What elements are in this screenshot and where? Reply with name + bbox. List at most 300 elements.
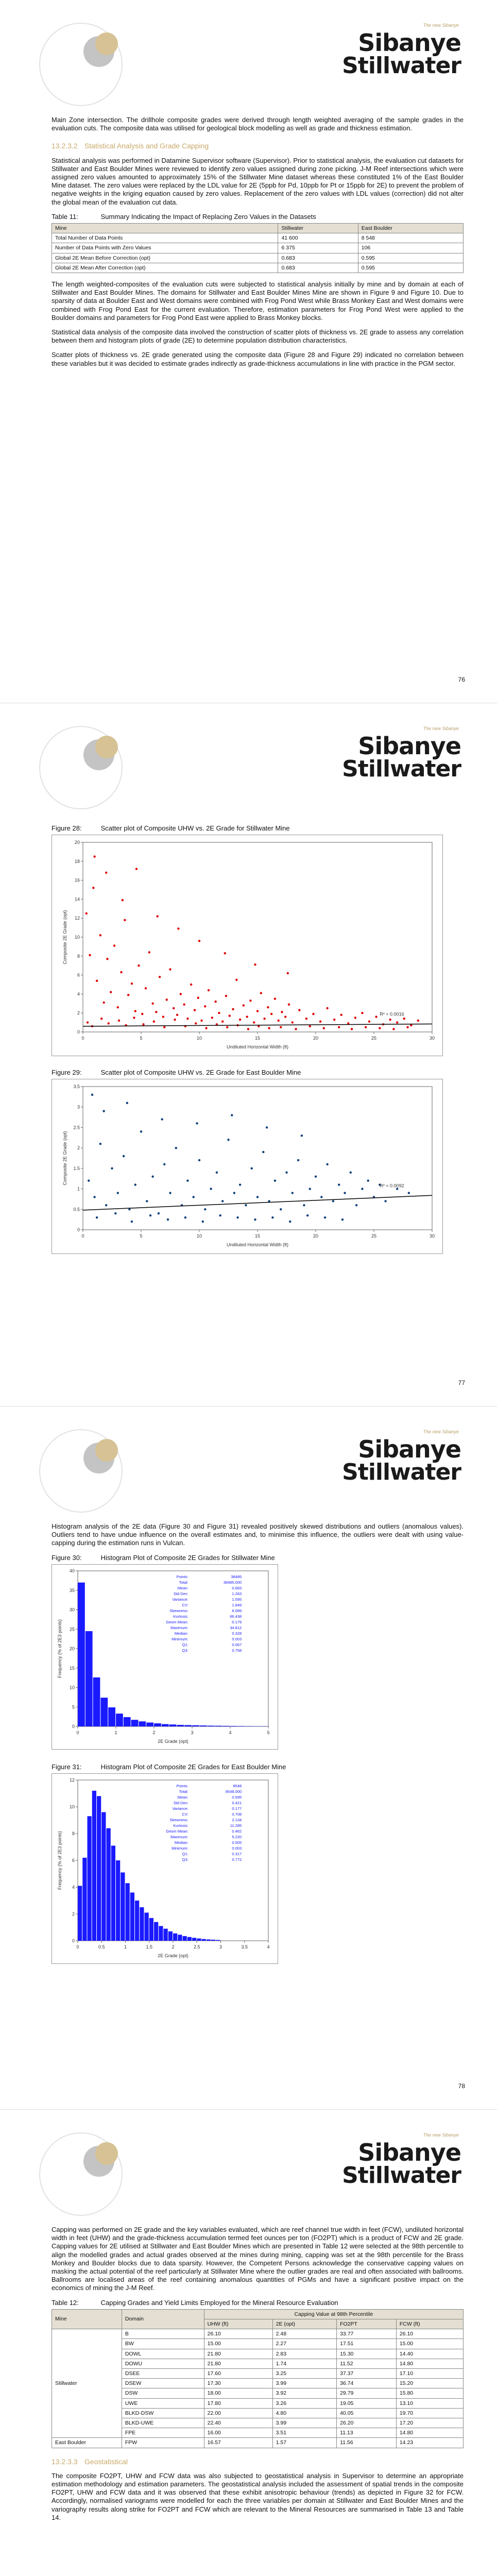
data-point xyxy=(131,982,133,985)
y-tick-label: 12 xyxy=(74,916,80,921)
y-tick-label: 20 xyxy=(69,1646,75,1651)
figure-29-box xyxy=(52,1079,443,1254)
brand-line1: Sibanye xyxy=(358,29,461,57)
data-point xyxy=(146,1200,148,1202)
histogram-bar xyxy=(146,1722,153,1726)
data-point xyxy=(268,1027,270,1029)
data-point xyxy=(246,1016,248,1018)
figure-caption xyxy=(52,1069,464,1077)
paragraph: Statistical data analysis of the composite data involved the construction of scatter plots of thickness vs. 2E grade to assess any correlation between them and histogram plots of grade (2E) to determine population distribution characteristics. xyxy=(52,328,464,345)
data-point xyxy=(221,1200,224,1202)
table-cell: 22.00 xyxy=(204,2408,272,2418)
histogram-bar xyxy=(145,1912,149,1941)
histogram-bar xyxy=(111,1845,115,1941)
x-tick-label: 1 xyxy=(114,1730,117,1735)
data-point xyxy=(120,971,122,973)
table-cell: DOWL xyxy=(122,2349,204,2359)
report-page-77 xyxy=(0,703,497,1406)
table-cell: 14.80 xyxy=(396,2428,463,2438)
table-cell: DSEE xyxy=(122,2369,204,2379)
y-tick-label: 4 xyxy=(72,1885,75,1890)
data-point xyxy=(218,1012,220,1014)
data-point xyxy=(216,1172,218,1174)
table-header: FO2PT xyxy=(337,2319,397,2329)
paragraph: The composite FO2PT, UHW and FCW data was also subjected to geostatistical analysis in Supervisor to determine an appropriate estimation methodology and estimation parameters. The geostatistical analysis included the assessment of spatial trends in the composite FO2PT, UHW and FCW data and it was observed that these exhibit anisotropic behaviour (trends) as depicted in Figure 32 for FCW. Accordingly, normalised variograms were modelled for each the three variables per domain at Stillwater and East Boulder Mines and the variography results along strike for FO2PT and FCW which are relevant to the Mineral Resources are summarised in Table 13 and Table 14. xyxy=(52,2471,464,2521)
stats-label: Std Dev: xyxy=(173,1591,188,1596)
data-point xyxy=(288,1004,290,1006)
table-header: Stillwater xyxy=(278,224,358,233)
data-point xyxy=(333,1019,335,1021)
table-cell: 36.74 xyxy=(337,2379,397,2388)
data-point xyxy=(163,1026,165,1028)
y-tick-label: 15 xyxy=(69,1665,75,1671)
data-point xyxy=(231,1114,233,1116)
table-caption-number: Table 12: xyxy=(52,2298,79,2307)
data-point xyxy=(158,1212,160,1214)
data-point xyxy=(260,992,262,994)
y-tick-label: 10 xyxy=(69,1804,75,1810)
table-cell: FPW xyxy=(122,2438,204,2448)
y-tick-label: 40 xyxy=(69,1568,75,1573)
x-tick-label: 4 xyxy=(229,1730,232,1735)
y-axis-label: Frequency (% of 2E3 points) xyxy=(57,1831,62,1890)
histogram-bar xyxy=(130,1892,134,1941)
x-tick-label: 15 xyxy=(254,1036,261,1041)
data-point xyxy=(190,984,192,986)
table-cell: 3.51 xyxy=(272,2428,336,2438)
histogram-bar xyxy=(187,1937,192,1941)
y-tick-label: 10 xyxy=(74,935,80,940)
data-point xyxy=(309,1025,311,1027)
table-row xyxy=(52,233,464,243)
stats-value: 66.438 xyxy=(230,1614,242,1619)
table-cell: 0.683 xyxy=(278,263,358,273)
x-tick-label: 0 xyxy=(76,1730,79,1735)
section-heading xyxy=(52,2458,464,2466)
stats-label: Variance: xyxy=(172,1597,188,1602)
data-point xyxy=(122,899,124,901)
data-point xyxy=(142,1023,144,1025)
data-point xyxy=(355,1205,357,1207)
x-tick-label: 0 xyxy=(76,1944,79,1950)
data-point xyxy=(111,1167,113,1170)
table-cell: 11.13 xyxy=(337,2428,397,2438)
x-axis-label: Undiluted Horizontal Width (ft) xyxy=(226,1242,289,1248)
data-point xyxy=(315,1176,317,1178)
table-cell: 15.20 xyxy=(396,2379,463,2388)
y-tick-label: 25 xyxy=(69,1626,75,1632)
data-point xyxy=(224,952,226,954)
brand-line1: Sibanye xyxy=(358,732,461,760)
stats-value: 0.708 xyxy=(232,1812,242,1817)
figure-number: Figure 29: xyxy=(52,1069,82,1077)
data-point xyxy=(141,1013,143,1015)
table-row xyxy=(52,253,464,263)
data-point xyxy=(361,1012,363,1014)
stats-value: 0.067 xyxy=(232,1642,242,1647)
x-tick-label: 2 xyxy=(152,1730,156,1735)
data-point xyxy=(99,934,101,936)
table-cell: 15.00 xyxy=(204,2339,272,2349)
data-point xyxy=(323,1027,325,1029)
capping-table-body xyxy=(52,2329,464,2448)
data-point xyxy=(280,1026,282,1028)
data-point xyxy=(396,1022,398,1024)
data-point xyxy=(280,1208,282,1210)
data-point xyxy=(341,1218,344,1221)
histogram-bar xyxy=(154,1922,158,1941)
data-point xyxy=(102,1110,105,1112)
data-point xyxy=(88,1180,90,1182)
table-header-group: Capping Value at 98th Percentile xyxy=(204,2309,463,2319)
data-point xyxy=(91,1094,93,1096)
data-point xyxy=(106,958,108,960)
data-point xyxy=(174,1019,176,1021)
stats-label: Total: xyxy=(179,1580,188,1585)
stats-value: 0.328 xyxy=(232,1631,242,1636)
x-axis-label: 2E Grade (opt) xyxy=(158,1953,188,1959)
table-header: Mine xyxy=(52,2309,122,2329)
data-point xyxy=(204,1208,206,1210)
table-cell: 15.80 xyxy=(396,2388,463,2398)
data-point xyxy=(303,1205,305,1207)
x-tick-label: 30 xyxy=(429,1036,435,1041)
histogram-bar xyxy=(202,1939,206,1941)
x-tick-label: 0.5 xyxy=(98,1944,105,1950)
table-cell: Global 2E Mean Before Correction (opt) xyxy=(52,253,278,263)
table-cell: 29.79 xyxy=(337,2388,397,2398)
data-point xyxy=(89,954,91,956)
data-point xyxy=(135,868,138,870)
data-point xyxy=(277,1020,279,1022)
table-cell: 21.80 xyxy=(204,2349,272,2359)
intro-paragraph: Histogram analysis of the 2E data (Figure 30 and Figure 31) revealed positively skewed distributions and outliers (anomalous values). Outliers tend to have undue influence on the overall estimates and, to minimise this influence, the outliers were dealt with using value-capping during the estimation runs in Vulcan. xyxy=(52,1522,464,1547)
data-point xyxy=(208,989,210,991)
table-header: Mine xyxy=(52,224,278,233)
data-point xyxy=(92,887,94,889)
data-point xyxy=(312,1013,314,1015)
stats-label: Minimum: xyxy=(172,1846,188,1851)
table-cell: B xyxy=(122,2329,204,2339)
table-cell: 17.51 xyxy=(337,2339,397,2349)
brand-line2: Stillwater xyxy=(342,1459,461,1485)
y-tick-label: 2 xyxy=(77,1010,80,1016)
table-cell: 3.26 xyxy=(272,2398,336,2408)
x-tick-label: 0 xyxy=(81,1036,84,1041)
y-tick-label: 0 xyxy=(77,1227,80,1233)
x-tick-label: 10 xyxy=(196,1233,202,1239)
section-heading xyxy=(52,142,464,150)
paragraph: Scatter plots of thickness vs. 2E grade generated using the composite data (Figure 28 and Figure 29) indicated no correlation between these variables but it was decided to estimate grades indirectly as grade-thickness accumulations in line with practice in the PGM sector. xyxy=(52,351,464,367)
stats-label: Q3: xyxy=(182,1857,188,1862)
table-cell: 15.00 xyxy=(396,2339,463,2349)
stats-label: Median: xyxy=(174,1840,188,1845)
data-point xyxy=(410,1024,412,1026)
report-page-78 xyxy=(0,1406,497,2110)
histogram-bar xyxy=(135,1901,139,1941)
table-cell: 37.37 xyxy=(337,2369,397,2379)
figure-31-box xyxy=(52,1773,278,1964)
data-point xyxy=(102,1002,105,1004)
data-point xyxy=(287,972,289,974)
data-point xyxy=(153,1021,155,1023)
table-cell: 8 548 xyxy=(358,233,463,243)
table-cell: 14.23 xyxy=(396,2438,463,2448)
table-cell: 14.40 xyxy=(396,2349,463,2359)
stats-value: 38485.000 xyxy=(223,1580,242,1585)
histogram-bar xyxy=(178,1935,182,1941)
table-cell: 11.52 xyxy=(337,2359,397,2368)
y-axis-label: Composite 2E Grade (opt) xyxy=(62,1131,67,1185)
table-caption-number: Table 11: xyxy=(52,212,78,221)
histogram-bar xyxy=(93,1677,100,1726)
data-point xyxy=(180,993,182,995)
histogram-bar xyxy=(192,1938,196,1941)
data-point xyxy=(243,1004,245,1006)
figure-number: Figure 31: xyxy=(52,1762,82,1771)
stats-label: Geom Mean: xyxy=(166,1619,188,1624)
table-cell: 17.10 xyxy=(396,2369,463,2379)
data-point xyxy=(254,963,256,965)
data-point xyxy=(193,1196,195,1198)
page-content xyxy=(52,1522,464,1964)
data-point xyxy=(384,1200,386,1202)
x-tick-label: 10 xyxy=(196,1036,202,1041)
data-point xyxy=(134,1010,136,1012)
histogram-bar xyxy=(116,1860,120,1941)
table-cell: 3.25 xyxy=(272,2369,336,2379)
y-axis-label: Frequency (% of 2E3 points) xyxy=(57,1619,62,1678)
brand-logo xyxy=(332,23,461,79)
stats-label: Kurtosis: xyxy=(173,1823,188,1828)
stats-value: 0.683 xyxy=(232,1585,242,1590)
table-header: FCW (ft) xyxy=(396,2319,463,2329)
x-tick-label: 30 xyxy=(429,1233,435,1239)
table-cell: 3.99 xyxy=(272,2379,336,2388)
y-tick-label: 0 xyxy=(77,1029,80,1035)
stats-value: 0.003 xyxy=(232,1846,242,1851)
y-tick-label: 20 xyxy=(74,840,80,845)
figure-title: Scatter plot of Composite UHW vs. 2E Grade for Stillwater Mine xyxy=(100,824,290,832)
x-tick-label: 5 xyxy=(140,1233,143,1239)
histogram-stillwater xyxy=(52,1565,278,1749)
table-cell: Total Number of Data Points xyxy=(52,233,278,243)
stats-label: Maximum: xyxy=(170,1625,188,1630)
brand-line2: Stillwater xyxy=(342,756,461,782)
table-cell: 2.48 xyxy=(272,2329,336,2339)
data-point xyxy=(239,1019,241,1021)
data-point xyxy=(204,1005,206,1007)
page-number: 78 xyxy=(458,2082,465,2090)
section-title: Statistical Analysis and Grade Capping xyxy=(84,142,209,150)
data-point xyxy=(105,872,107,874)
data-point xyxy=(229,1015,231,1017)
table-cell: 26.10 xyxy=(204,2329,272,2339)
x-tick-label: 15 xyxy=(254,1233,261,1239)
table-cell: 17.60 xyxy=(204,2369,272,2379)
data-point xyxy=(134,1184,136,1186)
data-point xyxy=(338,1184,340,1186)
data-point xyxy=(326,1163,328,1165)
section-number: 13.2.3.3 xyxy=(52,2457,78,2466)
table-header: UHW (ft) xyxy=(204,2319,272,2329)
data-point xyxy=(274,998,276,1000)
data-point xyxy=(389,1019,391,1021)
data-point xyxy=(131,1221,133,1223)
table-cell: FPE xyxy=(122,2428,204,2438)
histogram-bar xyxy=(78,1886,82,1941)
data-point xyxy=(173,1007,175,1009)
data-point xyxy=(156,916,158,918)
scatter-chart-east-boulder xyxy=(52,1079,442,1253)
x-tick-label: 3 xyxy=(191,1730,194,1735)
page-content xyxy=(52,2226,464,2528)
data-point xyxy=(379,1027,381,1029)
data-point xyxy=(324,1216,326,1218)
circle-logo-icon xyxy=(37,21,125,108)
data-point xyxy=(262,1151,264,1153)
y-tick-label: 5 xyxy=(72,1704,75,1710)
data-point xyxy=(403,1018,405,1020)
y-tick-label: 4 xyxy=(77,991,80,997)
brand-logo xyxy=(332,1429,461,1486)
data-point xyxy=(162,1016,164,1018)
x-tick-label: 3.5 xyxy=(241,1944,248,1950)
x-axis-label: 2E Grade (opt) xyxy=(158,1738,188,1744)
y-tick-label: 8 xyxy=(72,1831,75,1837)
data-point xyxy=(267,1006,269,1008)
table-cell: DSW xyxy=(122,2388,204,2398)
y-tick-label: 2.5 xyxy=(73,1125,80,1130)
histogram-bar xyxy=(208,1725,215,1726)
brand-tagline: The new Sibanye xyxy=(423,23,459,28)
table-header: 2E (opt) xyxy=(272,2319,336,2329)
data-point xyxy=(183,1004,185,1006)
page-number: 77 xyxy=(458,1379,465,1386)
capping-table xyxy=(52,2309,464,2448)
data-point xyxy=(169,969,171,971)
stats-value: 8548 xyxy=(233,1784,242,1789)
y-tick-label: 0 xyxy=(72,1723,75,1729)
scatter-chart-stillwater xyxy=(52,835,442,1056)
y-axis-label: Composite 2E Grade (opt) xyxy=(62,910,67,964)
data-point xyxy=(219,1214,221,1216)
x-tick-label: 1.5 xyxy=(146,1944,153,1950)
y-tick-label: 6 xyxy=(77,972,80,978)
y-tick-label: 2 xyxy=(72,1911,75,1917)
data-point xyxy=(140,1131,142,1133)
x-tick-label: 3 xyxy=(219,1944,222,1950)
y-tick-label: 3.5 xyxy=(73,1084,80,1090)
figure-30-box xyxy=(52,1564,278,1750)
stats-value: 8548.000 xyxy=(225,1789,242,1794)
table-cell: 6 375 xyxy=(278,243,358,253)
data-point xyxy=(271,1216,273,1218)
stats-label: Geom Mean: xyxy=(166,1829,188,1834)
stats-value: 6.089 xyxy=(232,1608,242,1613)
figure-caption xyxy=(52,1763,464,1771)
x-tick-label: 2.5 xyxy=(193,1944,200,1950)
y-tick-label: 18 xyxy=(74,859,80,865)
data-point xyxy=(221,1021,224,1023)
histogram-bar xyxy=(162,1724,169,1726)
data-point xyxy=(226,1026,228,1028)
data-point xyxy=(138,964,140,967)
data-point xyxy=(96,980,98,982)
table-cell: 17.20 xyxy=(396,2418,463,2428)
data-point xyxy=(198,1159,200,1161)
y-tick-label: 16 xyxy=(74,877,80,883)
table-header: Domain xyxy=(122,2309,204,2329)
table-caption xyxy=(52,2299,464,2307)
x-tick-label: 20 xyxy=(313,1036,319,1041)
histogram-bar xyxy=(173,1934,177,1941)
table-cell: 22.40 xyxy=(204,2418,272,2428)
data-point xyxy=(151,1003,153,1005)
figure-caption xyxy=(52,824,464,833)
data-point xyxy=(113,945,115,947)
data-point xyxy=(332,1200,334,1202)
table-row xyxy=(52,2329,464,2339)
stats-value: 38485 xyxy=(231,1574,242,1579)
data-point xyxy=(233,1192,235,1194)
stats-value: 1.263 xyxy=(232,1591,242,1596)
stats-value: 2.134 xyxy=(232,1818,242,1823)
table-caption xyxy=(52,213,464,221)
stats-value: 0.179 xyxy=(232,1619,242,1624)
y-tick-label: 0.5 xyxy=(73,1207,80,1212)
histogram-bar xyxy=(184,1725,192,1726)
data-point xyxy=(184,1216,186,1218)
x-tick-label: 25 xyxy=(371,1233,377,1239)
table-cell: 26.20 xyxy=(337,2418,397,2428)
data-point xyxy=(151,1176,153,1178)
data-point xyxy=(368,1021,370,1023)
x-tick-label: 2 xyxy=(172,1944,175,1950)
table-cell: 3.99 xyxy=(272,2418,336,2428)
stats-value: 1.849 xyxy=(232,1602,242,1607)
data-point xyxy=(205,1027,207,1029)
data-point xyxy=(235,979,237,981)
r-squared-annotation: R² = 0.0016 xyxy=(380,1011,404,1017)
table-cell: 17.80 xyxy=(204,2398,272,2408)
data-point xyxy=(108,1022,110,1024)
stats-label: Std Dev: xyxy=(173,1801,188,1806)
data-point xyxy=(110,991,112,993)
data-point xyxy=(161,1118,163,1121)
x-tick-label: 0 xyxy=(81,1233,84,1239)
data-point xyxy=(305,1018,307,1020)
page-content xyxy=(52,819,464,1254)
table-cell: 16.57 xyxy=(204,2438,272,2448)
data-point xyxy=(281,1011,283,1013)
data-point xyxy=(251,1167,253,1170)
x-tick-label: 20 xyxy=(313,1233,319,1239)
data-point xyxy=(198,940,200,942)
figure-title: Histogram Plot of Composite 2E Grades for Stillwater Mine xyxy=(100,1553,275,1562)
brand-line1: Sibanye xyxy=(358,1435,461,1463)
data-point xyxy=(93,1196,95,1198)
report-page-76 xyxy=(0,0,497,703)
x-tick-label: 4 xyxy=(267,1944,270,1950)
data-point xyxy=(200,1020,202,1022)
data-point xyxy=(406,1026,408,1028)
table-cell: Global 2E Mean After Correction (opt) xyxy=(52,263,278,273)
brand-tagline: The new Sibanye xyxy=(423,2132,459,2138)
stats-label: Maximum: xyxy=(170,1835,188,1840)
brand-line1: Sibanye xyxy=(358,2139,461,2166)
zero-values-table xyxy=(52,223,464,273)
